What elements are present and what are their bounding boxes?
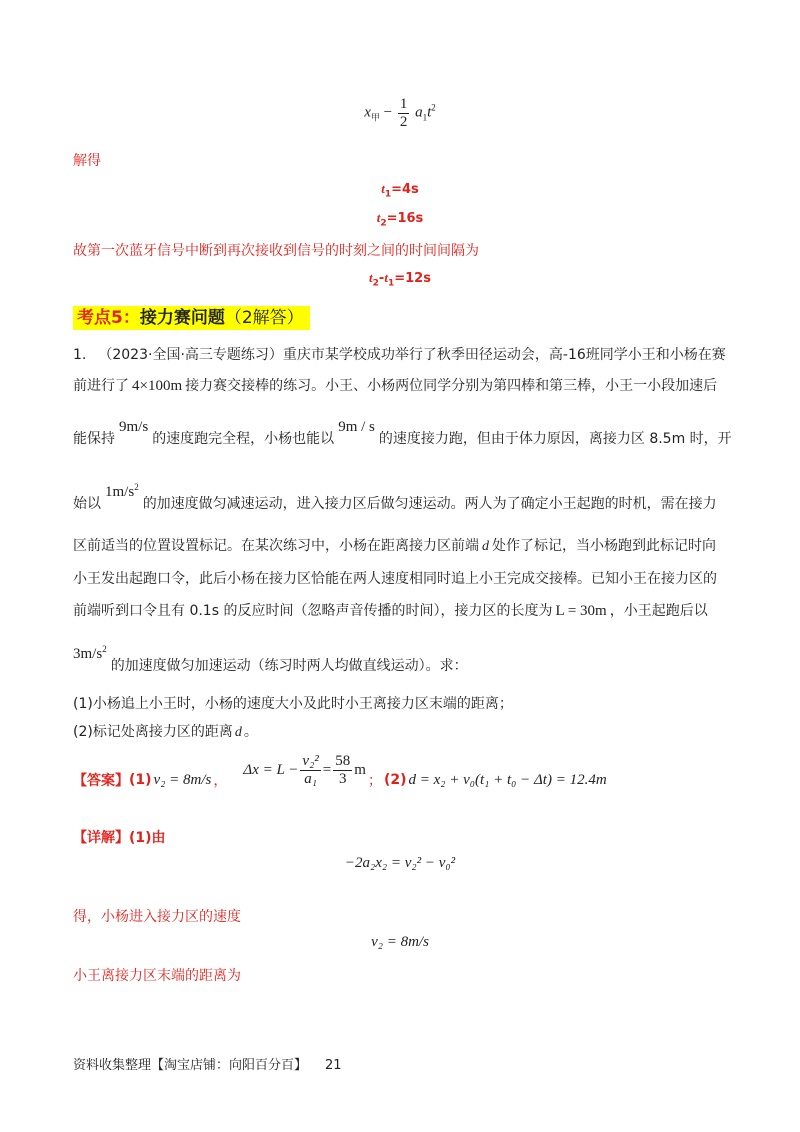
math-inline: 9m/s — [119, 419, 149, 435]
math-inline: L = 30m — [555, 603, 607, 619]
formula-sup: 2 — [431, 102, 436, 113]
formula-fraction: $\frac{1}{2}$ — [399, 96, 408, 130]
problem-line-4: 始以$1m/s^2$的加速度做匀减速运动，进入接力区后做匀速运动。两人为了确定小王起跑的时机，需在接力 — [73, 482, 717, 512]
detail-label: 【详解】 — [73, 830, 129, 846]
formula-var: t — [427, 104, 432, 121]
problem-line-1: 1. （2023·全国·高三专题练习）重庆市某学校成功举行了秋季田径运动会，高-16班同学小王和小杨在赛 — [73, 347, 726, 363]
detail-formula-2: v₂ = 8m/s — [371, 934, 429, 950]
top-formula — [0, 96, 800, 130]
heading-title: 接力赛问题 — [139, 308, 225, 328]
section-heading — [73, 303, 310, 328]
heading-highlight — [73, 306, 310, 330]
problem-line-8: $3m/s^2$的加速度做匀加速运动（练习时两人均做直线运动）。求： — [73, 644, 468, 674]
solve-label: 解得 — [73, 153, 101, 169]
t2-result: $t_2=16s$ — [376, 210, 424, 229]
problem-line-6: 小王发出起跑口令，此后小杨在接力区恰能在两人速度相同时追上小王完成交接棒。已知小王在接力区的 — [73, 571, 717, 587]
math-inline: $1m/s^2$ — [105, 482, 139, 500]
page-footer — [73, 1054, 342, 1073]
problem-line-7: 前端听到口令且有 0.1s 的反应时间（忽略声音传播的时间），接力区的长度为 L = 30m ，小王起跑后以 — [73, 603, 708, 619]
interval-text: 故第一次蓝牙信号中断到再次接收到信号的时刻之间的时间间隔为 — [73, 243, 479, 259]
interval-result: $t_2-t_1=12s$ — [369, 270, 431, 289]
problem-line-5: 区前适当的位置设置标记。在某次练习中，小杨在距离接力区前端 d 处作了标记，当小杨跑到此标记时向 — [73, 538, 716, 554]
formula-var: a — [415, 104, 423, 121]
detail-text-1: 得，小杨进入接力区的速度 — [73, 909, 241, 925]
answer-formula-2: Δx = L − $\frac{\text{v₂²}}{\text{a₁}}$ = $\frac{58}{3}$ m — [243, 753, 366, 787]
page-number: 21 — [325, 1058, 342, 1073]
math-inline: $3m/s^2$ — [73, 644, 107, 662]
answer-label: 【答案】 — [73, 773, 129, 789]
math-inline: 4×100m — [132, 378, 183, 394]
question-1: (1)小杨追上小王时，小杨的速度大小及此时小王离接力区末端的距离； — [73, 696, 513, 712]
answer-formula-1: v₂ = 8m/s — [153, 771, 212, 788]
detail-line: 【详解】(1)由 — [73, 830, 166, 846]
formula-sub: 1 — [422, 112, 428, 123]
heading-tag: 考点5： — [77, 308, 140, 328]
formula-sub: 甲 — [370, 112, 380, 123]
heading-count: （2解答） — [224, 308, 304, 328]
t1-result: $t_1=4s$ — [381, 181, 419, 200]
formula-var: x — [364, 104, 371, 121]
detail-formula-1: −2a₂x₂ = v₂² − v₀² — [344, 855, 456, 871]
answer-formula-3: d = x₂ + v₀(t₁ + t₀ − Δt) = 12.4m — [408, 771, 607, 788]
question-2: (2)标记处离接力区的距离 d 。 — [73, 724, 258, 740]
problem-line-3: 能保持9m/s的速度跑完全程，小杨也能以9m / s的速度接力跑，但由于体力原因，离接力区 8.5m 时，开 — [73, 419, 732, 447]
footer-text: 资料收集整理【淘宝店铺：向阳百分百】 — [73, 1058, 308, 1073]
problem-line-2: 前进行了 4×100m 接力赛交接棒的练习。小王、小杨两位同学分别为第四棒和第三棒，小王一小段加速后 — [73, 378, 718, 394]
problem-number: 1. — [73, 347, 87, 363]
math-inline: 9m / s — [338, 419, 375, 435]
detail-text-2: 小王离接力区末端的距离为 — [73, 968, 241, 984]
formula-minus: − — [383, 104, 393, 121]
answer-line: 【答案】 (1) v₂ = 8m/s ， Δx = L − $\frac{\text{v₂²}}{\text{a₁}}$ = $\frac{58}{3}$ m ； (2) d = x₂ + v₀(t₁ + t₀ − Δt) = 12.4m — [73, 753, 607, 789]
